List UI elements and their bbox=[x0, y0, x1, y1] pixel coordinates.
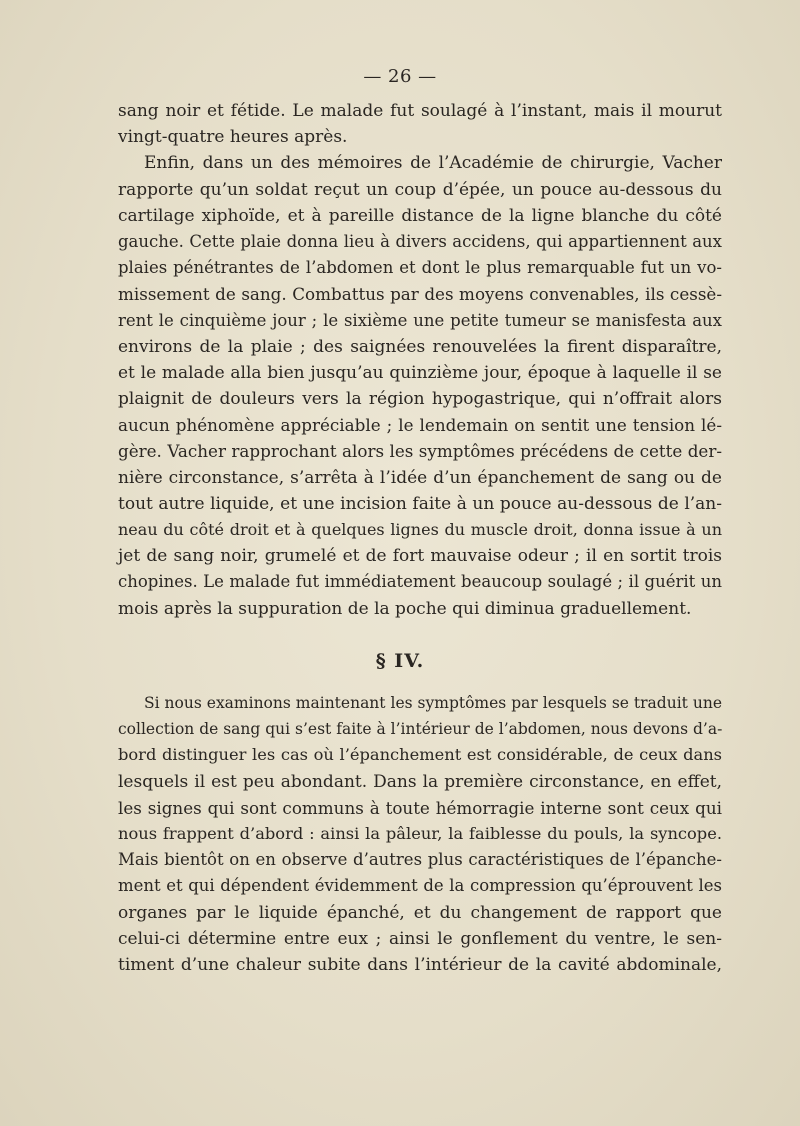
text-line: cartilage xiphoïde, et à pareille distance de la ligne blanche du côté bbox=[118, 205, 722, 226]
section-heading: § IV. bbox=[375, 650, 425, 672]
paragraph-1 bbox=[118, 98, 722, 150]
text-line: bord distinguer les cas où l’épanchement est considérable, de ceux dans bbox=[118, 745, 722, 765]
text-line: jet de sang noir, grumelé et de fort mauvaise odeur ; il en sortit trois bbox=[118, 546, 722, 567]
text-line: chopines. Le malade fut immédiatement beaucoup soulagé ; il guérit un bbox=[118, 572, 722, 592]
text-line: collection de sang qui s’est faite à l’intérieur de l’abdomen, nous devons d’a- bbox=[118, 720, 723, 739]
text-line: aucun phénomène appréciable ; le lendemain on sentit une tension lé- bbox=[118, 415, 722, 436]
text-line: vingt-quatre heures après. bbox=[118, 127, 348, 148]
text-line: nière circonstance, s’arrêta à l’idée d’un épanchement de sang ou de bbox=[118, 467, 722, 488]
text-line: celui-ci détermine entre eux ; ainsi le gonflement du ventre, le sen- bbox=[118, 928, 722, 949]
text-line: timent d’une chaleur subite dans l’intérieur de la cavité abdominale, bbox=[118, 954, 722, 975]
paragraph-2 bbox=[118, 150, 722, 621]
text-line: missement de sang. Combattus par des moyens convenables, ils cessè- bbox=[118, 284, 722, 305]
text-line: plaignit de douleurs vers la région hypogastrique, qui n’offrait alors bbox=[118, 389, 722, 410]
text-line: nous frappent d’abord : ainsi la pâleur, la faiblesse du pouls, la syncope. bbox=[118, 823, 722, 843]
text-line: Enfin, dans un des mémoires de l’Académie de chirurgie, Vacher bbox=[144, 153, 722, 174]
paragraph-3 bbox=[118, 690, 722, 978]
text-line: plaies pénétrantes de l’abdomen et dont le plus remarquable fut un vo- bbox=[118, 258, 722, 278]
text-line: Si nous examinons maintenant les symptômes par lesquels se traduit une bbox=[144, 694, 722, 712]
page-number: — 26 — bbox=[363, 66, 437, 87]
text-line: organes par le liquide épanché, et du changement de rapport que bbox=[118, 902, 722, 923]
text-block-top bbox=[118, 98, 722, 622]
text-line: rent le cinquième jour ; le sixième une petite tumeur se manisfesta aux bbox=[118, 310, 722, 330]
text-block-bottom bbox=[118, 690, 722, 978]
text-line: sang noir et fétide. Le malade fut soulagé à l’instant, mais il mourut bbox=[118, 101, 722, 121]
text-line: mois après la suppuration de la poche qui diminua graduellement. bbox=[118, 598, 692, 619]
text-line: tout autre liquide, et une incision faite à un pouce au-dessous de l’an- bbox=[118, 493, 722, 514]
text-line: environs de la plaie ; des saignées renouvelées la firent disparaître, bbox=[118, 336, 722, 357]
text-line: Mais bientôt on en observe d’autres plus caractéristiques de l’épanche- bbox=[118, 850, 722, 870]
text-line: rapporte qu’un soldat reçut un coup d’épée, un pouce au-dessous du bbox=[118, 179, 722, 200]
text-line: lesquels il est peu abondant. Dans la première circonstance, en effet, bbox=[118, 771, 722, 792]
text-line: les signes qui sont communs à toute hémorragie interne sont ceux qui bbox=[118, 797, 722, 818]
text-line: et le malade alla bien jusqu’au quinzième jour, époque à laquelle il se bbox=[118, 362, 722, 383]
text-line: gère. Vacher rapprochant alors les symptômes précédens de cette der- bbox=[118, 441, 722, 462]
text-line: gauche. Cette plaie donna lieu à divers accidens, qui appartiennent aux bbox=[118, 231, 722, 251]
text-line: ment et qui dépendent évidemment de la compression qu’éprouvent les bbox=[118, 876, 722, 896]
text-line: neau du côté droit et à quelques lignes du muscle droit, donna issue à un bbox=[118, 520, 722, 539]
